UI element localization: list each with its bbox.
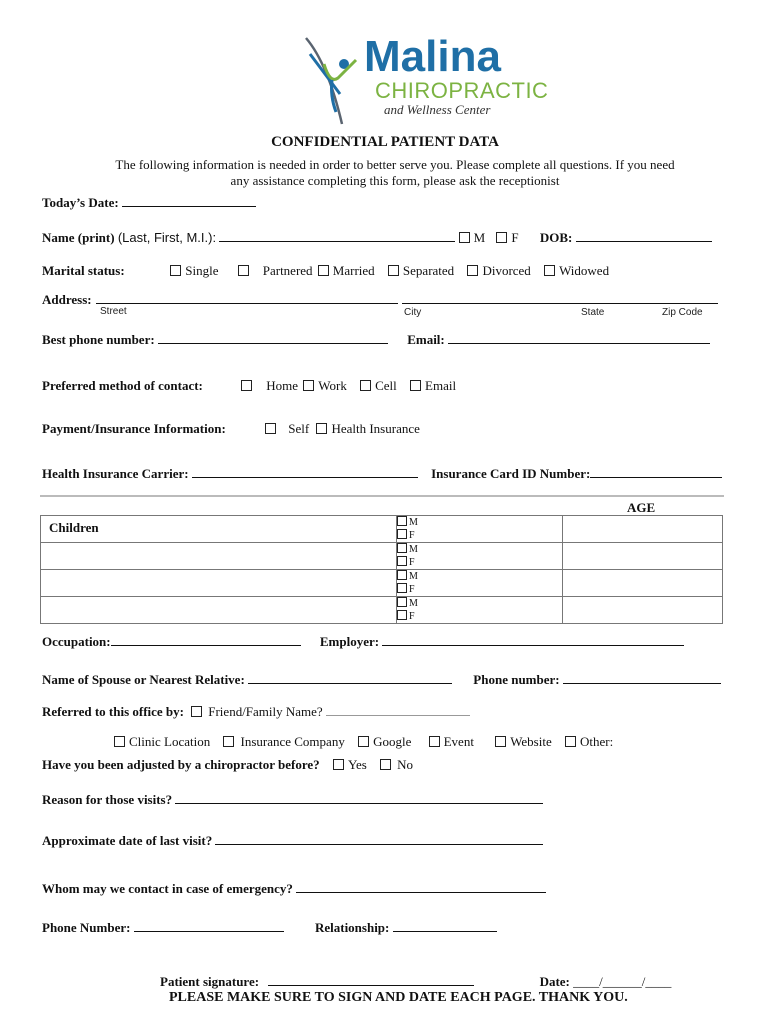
intro-line-2: any assistance completing this form, please ask the receptionist [230,173,560,188]
address-state-caption: State [581,307,605,318]
child-f-label: F [409,584,415,595]
logo-tagline: and Wellness Center [384,102,491,117]
marital-option: Single [185,263,219,278]
child-age-cell[interactable] [563,597,723,624]
marital-option: Partnered [262,263,313,278]
sex-f-label: F [511,230,519,245]
best-phone-field[interactable] [158,331,388,344]
address-street-caption: Street [100,306,127,317]
phone-number-field[interactable] [134,919,284,932]
child-m-label: M [409,571,418,582]
adjusted-yes-label: Yes [347,757,367,772]
email-label: Email: [407,332,445,347]
contact-option: Email [425,378,457,393]
referred-friend-checkbox[interactable] [191,706,202,717]
referral-other-checkbox[interactable] [565,736,576,747]
payment-row [42,421,430,437]
marital-married-checkbox[interactable] [318,265,329,276]
child-sex-cell [397,543,563,570]
child-m-label: M [409,598,418,609]
payment-option: Self [288,421,310,436]
reason-field[interactable] [175,791,543,804]
child-m-label: M [409,544,418,555]
payment-option: Health Insurance [331,421,420,436]
section-divider [40,495,724,497]
adjusted-no-checkbox[interactable] [380,759,391,770]
address-city-field[interactable] [402,303,718,304]
todays-date-label: Today’s Date: [42,195,119,210]
marital-row [42,263,619,279]
last-visit-field[interactable] [215,832,543,845]
employer-label: Employer: [319,634,380,649]
child-sex-cell [397,516,563,543]
card-id-label: Insurance Card ID Number: [431,466,591,481]
date-field[interactable]: ____/______/____ [573,974,672,989]
referral-event-checkbox[interactable] [429,736,440,747]
card-id-field[interactable] [590,465,722,478]
table-row [41,570,723,597]
address-zip-caption: Zip Code [662,307,703,318]
marital-option: Separated [402,263,455,278]
signature-label: Patient signature: [160,974,260,989]
child-age-cell[interactable] [563,570,723,597]
marital-widowed-checkbox[interactable] [544,265,555,276]
todays-date-row [42,194,256,211]
spouse-row [42,671,721,688]
children-table [40,515,723,624]
referred-row [42,703,470,720]
referral-website-checkbox[interactable] [495,736,506,747]
todays-date-field[interactable] [122,194,256,207]
payment-label: Payment/Insurance Information: [42,421,226,436]
last-visit-row [42,832,543,849]
name-row [42,229,712,246]
referral-option: Event [443,734,474,749]
contact-option: Home [266,378,299,393]
emergency-field[interactable] [296,880,546,893]
marital-option: Widowed [559,263,610,278]
child-name-cell[interactable] [41,516,397,543]
occupation-field[interactable] [111,633,301,646]
address-label: Address: [42,292,92,307]
payment-self-checkbox[interactable] [265,423,276,434]
date-label: Date: [539,974,570,989]
reason-label: Reason for those visits? [42,792,173,807]
reason-row [42,791,543,808]
relationship-label: Relationship: [314,920,390,935]
child-name-cell[interactable] [41,543,397,570]
marital-single-checkbox[interactable] [170,265,181,276]
child-m-checkbox[interactable] [397,543,407,553]
referred-friend-label: Friend/Family Name? [208,704,323,719]
best-phone-label: Best phone number: [42,332,155,347]
form-title: CONFIDENTIAL PATIENT DATA [271,134,499,150]
contact-label: Preferred method of contact: [42,378,203,393]
marital-divorced-checkbox[interactable] [467,265,478,276]
referral-insurance-checkbox[interactable] [223,736,234,747]
sex-m-label: M [473,230,486,245]
child-sex-cell [397,570,563,597]
child-f-label: F [409,611,415,622]
child-f-label: F [409,530,415,541]
contact-work-checkbox[interactable] [303,380,314,391]
child-m-label: M [409,517,418,528]
child-f-checkbox[interactable] [397,583,407,593]
email-field[interactable] [448,331,710,344]
referral-google-checkbox[interactable] [358,736,369,747]
address-city-caption: City [404,307,422,318]
logo-figure-icon [300,34,364,126]
logo-name: Malina [364,32,501,81]
emergency-label: Whom may we contact in case of emergency? [42,881,293,896]
emergency-phone-row [42,919,497,936]
contact-email-checkbox[interactable] [410,380,421,391]
referral-options-row [114,734,623,750]
referral-clinic-checkbox[interactable] [114,736,125,747]
name-hint: (Last, First, M.I.): [117,230,217,245]
phone-email-row [42,331,710,348]
child-age-cell[interactable] [563,543,723,570]
referral-option: Insurance Company [240,734,345,749]
logo [300,32,549,130]
contact-option: Cell [375,378,397,393]
name-field[interactable] [219,229,455,242]
child-m-checkbox[interactable] [397,597,407,607]
dob-field[interactable] [576,229,712,242]
table-row [41,543,723,570]
children-header: Children [49,520,99,535]
marital-separated-checkbox[interactable] [388,265,399,276]
child-name-cell[interactable] [41,597,397,624]
carrier-label: Health Insurance Carrier: [42,466,189,481]
name-label: Name (print) [42,230,115,245]
adjusted-no-label: No [397,757,413,772]
marital-label: Marital status: [42,263,125,278]
child-f-checkbox[interactable] [397,610,407,620]
logo-subtitle: CHIROPRACTIC [375,78,549,103]
referred-label: Referred to this office by: [42,704,184,719]
relationship-field[interactable] [393,919,497,932]
intro-line-1: The following information is needed in order to better serve you. Please complete all questions. If you need [115,157,675,172]
adjusted-row [42,757,423,773]
table-row [41,516,723,543]
adjusted-yes-checkbox[interactable] [333,759,344,770]
child-f-checkbox[interactable] [397,556,407,566]
child-f-label: F [409,557,415,568]
spouse-phone-label: Phone number: [473,672,560,687]
contact-cell-checkbox[interactable] [360,380,371,391]
address-street-field[interactable] [96,303,398,304]
occupation-label: Occupation: [42,634,111,649]
phone-number-label: Phone Number: [42,920,131,935]
carrier-row [42,465,722,482]
emergency-row [42,880,546,897]
child-name-cell[interactable] [41,570,397,597]
table-row [41,597,723,624]
sex-m-checkbox[interactable] [459,232,470,243]
child-sex-cell [397,597,563,624]
marital-option: Divorced [482,263,531,278]
referral-option: Google [373,734,412,749]
referral-option: Other: [580,734,614,749]
carrier-field[interactable] [192,465,418,478]
dob-label: DOB: [539,230,573,245]
child-age-cell[interactable] [563,516,723,543]
child-m-checkbox[interactable] [397,570,407,580]
contact-home-checkbox[interactable] [241,380,252,391]
referred-friend-field[interactable] [326,703,470,716]
footer-notice: PLEASE MAKE SURE TO SIGN AND DATE EACH PAGE. THANK YOU. [169,990,628,1005]
signature-field[interactable] [268,973,474,986]
spouse-field[interactable] [248,671,452,684]
referral-option: Clinic Location [129,734,211,749]
employer-field[interactable] [382,633,684,646]
age-header: AGE [627,500,656,515]
marital-partnered-checkbox[interactable] [238,265,249,276]
referral-option: Website [510,734,552,749]
child-m-checkbox[interactable] [397,516,407,526]
child-f-checkbox[interactable] [397,529,407,539]
sex-f-checkbox[interactable] [496,232,507,243]
occupation-row [42,633,684,650]
signature-row [160,973,671,990]
contact-option: Work [318,378,347,393]
spouse-phone-field[interactable] [563,671,721,684]
last-visit-label: Approximate date of last visit? [42,833,213,848]
marital-option: Married [332,263,375,278]
payment-insurance-checkbox[interactable] [316,423,327,434]
adjusted-label: Have you been adjusted by a chiropractor before? [42,757,320,772]
spouse-label: Name of Spouse or Nearest Relative: [42,672,245,687]
contact-row [42,378,466,394]
